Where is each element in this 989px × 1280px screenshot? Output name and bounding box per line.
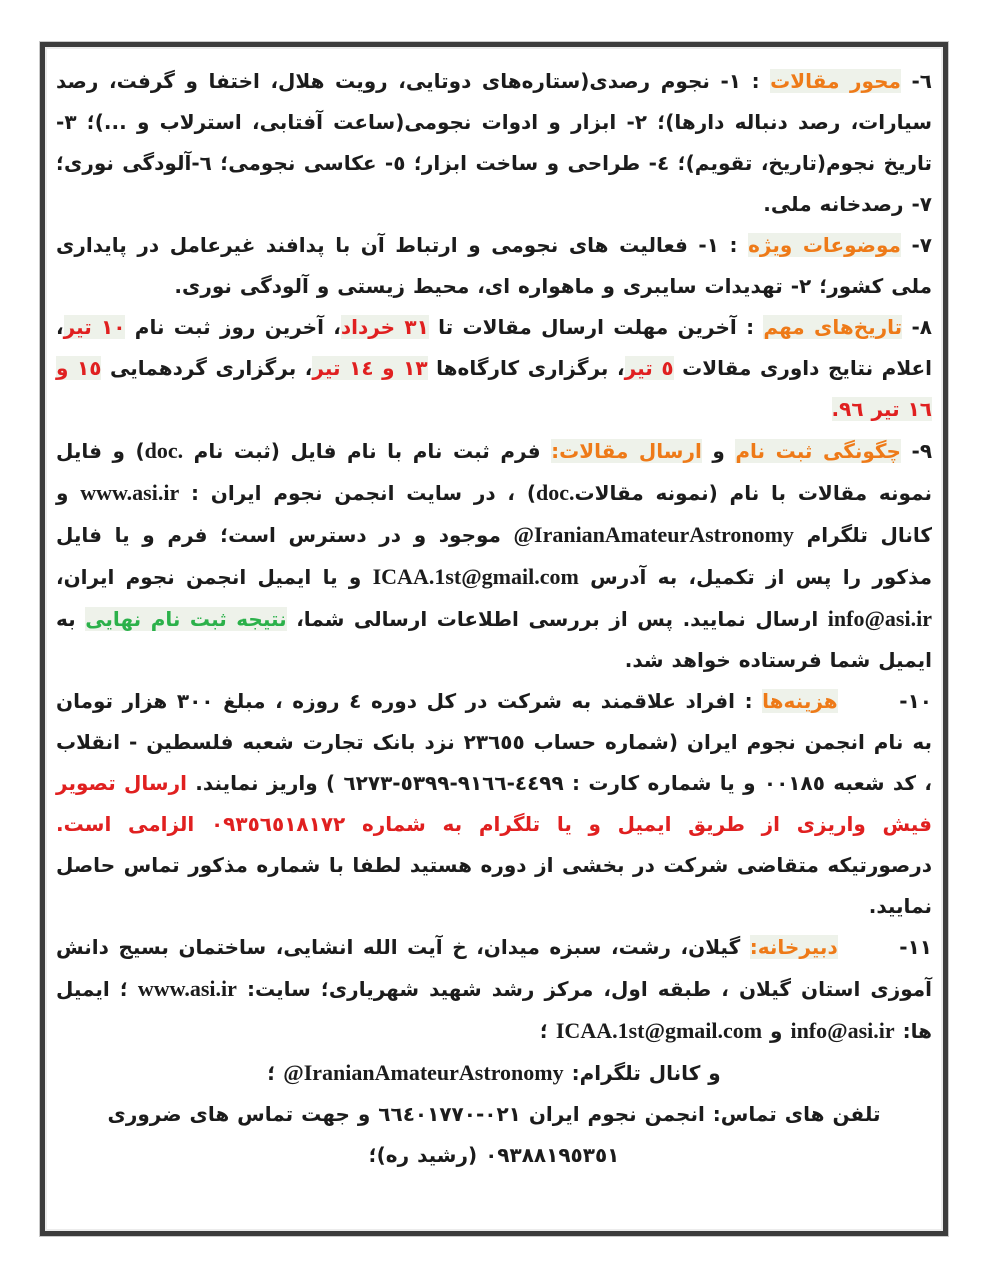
deadline-date: ١٣ و ١٤ تیر [312, 356, 428, 380]
item-number: ٨- [902, 315, 933, 339]
filename-extension: doc. [535, 480, 575, 505]
body-text: و یا ایمیل انجمن نجوم ایران، [56, 565, 373, 589]
item-number: ٦- [900, 69, 933, 93]
section-heading: تاریخ‌های مهم [763, 315, 903, 339]
body-text: ، آخرین روز ثبت نام [125, 315, 341, 339]
body-text: به ایمیل شما فرستاده خواهد شد. [56, 607, 932, 672]
items-list [56, 61, 932, 1052]
body-text: و کانال تلگرام: [563, 1061, 721, 1085]
body-text: موجود و در دسترس است؛ فرم و یا فایل مذکور را پس از تکمیل، به آدرس [56, 523, 933, 589]
body-text: ) ، در سایت انجمن نجوم ایران : [179, 481, 536, 505]
list-item-10 [56, 681, 932, 927]
body-text: : افراد علاقمند به شرکت در کل دوره ٤ روزه ، مبلغ ٣٠٠ هزار تومان به نام انجمن نجوم ایران (شماره حساب ٢٣٦٥٥ نزد بانک تجارت شعبه فلسطین - انقلاب ، کد شعبه ٠٠١٨٥ و یا شماره کارت : ٤٤٩٩-٩١٦٦-٥٣٩٩-٦٢٧٣ ) واریز نمایند. [56, 689, 933, 795]
payment-warning: ارسال تصویر فیش واریزی از طریق ایمیل و یا تلگرام به شماره ٠٩٣٥٦٥١٨١٧٢ الزامی است. [56, 771, 933, 836]
body-text: و [701, 439, 736, 463]
body-text: ، برگزاری گردهمایی [101, 356, 313, 380]
item-number: ٩- [900, 439, 933, 463]
telegram-line [56, 1052, 932, 1094]
section-heading: ارسال مقالات: [551, 439, 702, 463]
section-heading: محور مقالات [770, 69, 901, 93]
body-text: ؛ [539, 1019, 556, 1043]
document-frame [40, 42, 948, 1236]
telegram-handle[interactable]: @IranianAmateurAstronomy [283, 1060, 564, 1085]
list-item-11 [56, 927, 932, 1052]
body-text: ) و فایل نمونه مقالات با نام (نمونه مقالات [56, 439, 932, 505]
section-heading: دبیرخانه: [749, 935, 838, 959]
list-item-9 [56, 430, 932, 681]
list-item-8 [56, 307, 932, 430]
body-text: فرم ثبت نام با نام فایل (ثبت نام [183, 439, 552, 463]
filename-extension: doc. [144, 438, 184, 463]
body-text: : ١- نجوم رصدی(ستاره‌های دوتایی، رویت هلال، اختفا و گرفت، رصد سیارات، رصد دنباله دارها)؛ ٢- ابزار و ادوات نجومی(ساعت آفتابی، استرلاب و ...)؛ ٣- تاریخ نجوم(تاریخ، تقویم)؛ ٤- طراحی و ساخت ابزار؛ ٥- عکاسی نجومی؛ ٦-آلودگی نوری؛ ٧- رصدخانه ملی. [56, 69, 933, 216]
email-address[interactable]: info@asi.ir [827, 606, 932, 631]
email-address[interactable]: info@asi.ir [790, 1018, 895, 1043]
deadline-date: ٣١ خرداد [340, 315, 429, 339]
deadline-date: ١٥ و ١٦ تیر ٩٦. [56, 356, 932, 421]
contact-phones: تلفن های تماس: انجمن نجوم ایران ٠٢١-٦٦٤٠١٧٧٠ و جهت تماس های ضروری ٠٩٣٨٨١٩٥٣٥١ (رشید ره)؛ [107, 1102, 881, 1167]
telegram-handle[interactable]: @IranianAmateurAstronomy [513, 522, 794, 547]
body-text: : ١- فعالیت های نجومی و ارتباط آن با پدافند غیرعامل در پایداری ملی کشور؛ ٢- تهدیدات سایبری و ماهواره ای، محیط زیستی و آلودگی نوری. [56, 233, 932, 298]
body-text: : آخرین مهلت ارسال مقالات تا [428, 315, 764, 339]
section-heading: هزینه‌ها [762, 689, 838, 713]
body-text: ارسال نمایید. پس از بررسی اطلاعات ارسالی شما، [286, 607, 828, 631]
deadline-date: ٥ تیر [624, 356, 674, 380]
item-number: ١٠- [889, 689, 932, 713]
list-item-6 [56, 61, 932, 225]
website-url[interactable]: www.asi.ir [137, 976, 237, 1001]
email-address[interactable]: ICAA.1st@gmail.com [555, 1018, 763, 1043]
body-text: ؛ ایمیل ها: [56, 977, 932, 1043]
registration-result-text: نتیجه ثبت نام نهایی [85, 607, 287, 631]
body-text: درصورتیکه متقاضی شرکت در بخشی از دوره هستید لطفا با شماره مذکور تماس حاصل نمایید. [56, 853, 932, 918]
phone-line [56, 1094, 932, 1176]
item-number: ١١- [889, 935, 933, 959]
document-content [45, 47, 943, 1190]
body-text: ، برگزاری کارگاه‌ها [427, 356, 625, 380]
body-text: ، اعلام نتایج داوری مقالات [56, 315, 933, 380]
deadline-date: ١٠ تیر [63, 315, 126, 339]
body-text: ؛ [267, 1061, 284, 1085]
item-number: ٧- [900, 233, 932, 257]
body-text: گیلان، رشت، سبزه میدان، خ آیت الله انشایی، ساختمان بسیج دانش آموزی استان گیلان ، طبقه اول، مرکز رشد شهید شهریاری؛ سایت: [56, 935, 932, 1001]
body-text: و [762, 1019, 791, 1043]
list-item-7 [56, 225, 932, 307]
website-url[interactable]: www.asi.ir [80, 480, 180, 505]
email-address[interactable]: ICAA.1st@gmail.com [372, 564, 579, 589]
section-heading: چگونگی ثبت نام [735, 439, 901, 463]
body-text: و کانال تلگرام [56, 481, 932, 547]
section-heading: موضوعات ویژه [748, 233, 901, 257]
